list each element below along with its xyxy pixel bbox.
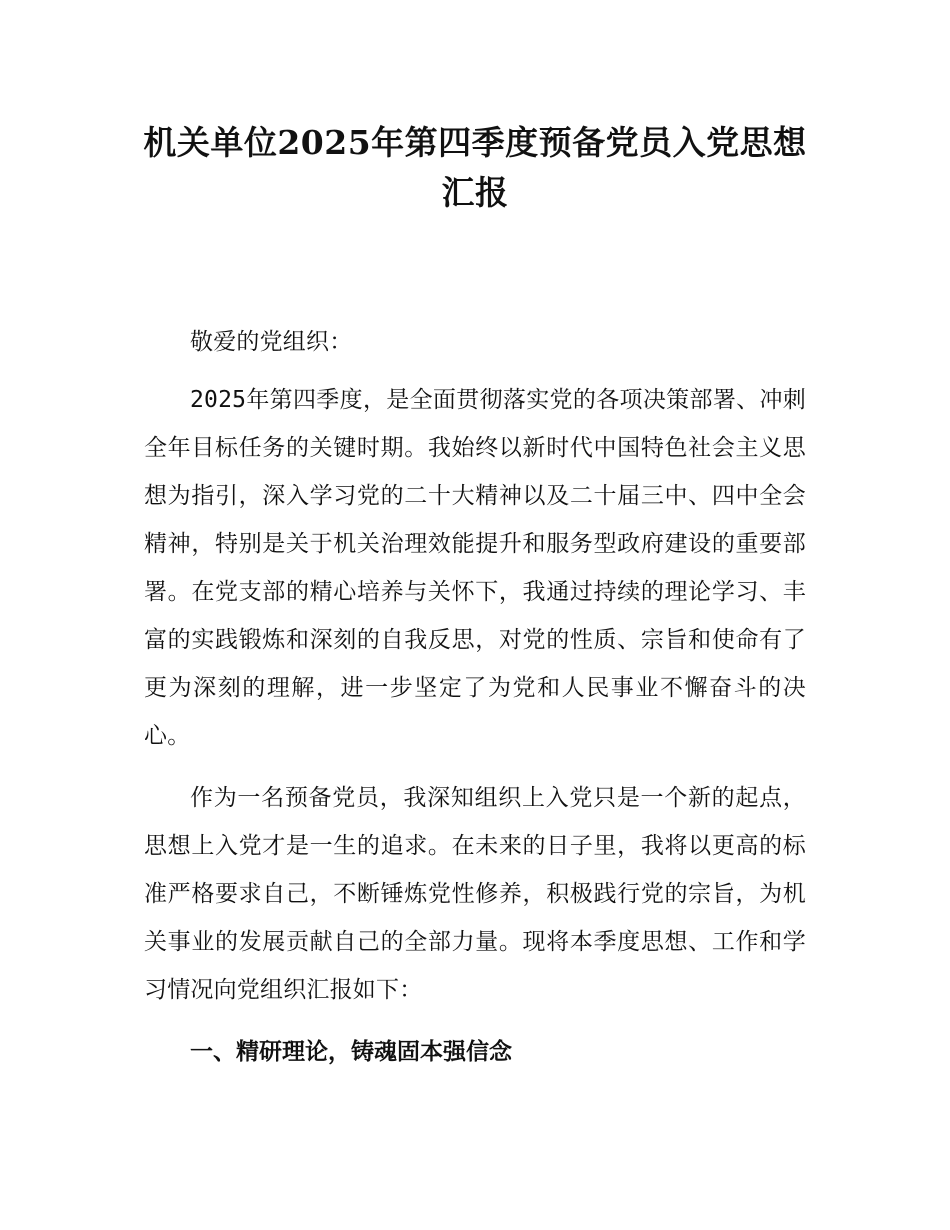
section-heading: 一、精研理论，铸魂固本强信念 [190,1039,512,1065]
paragraph-commitment: 作为一名预备党员，我深知组织上入党只是一个新的起点，思想上入党才是一生的追求。在未来的日子里，我将以更高的标准严格要求自己，不断锤炼党性修养，积极践行党的宗旨，为机关事业的发展贡献自己的全部力量。现将本季度思想、工作和学习情况向党组织汇报如下： [144,785,806,1003]
paragraph-intro: 2025年第四季度，是全面贯彻落实党的各项决策部署、冲刺全年目标任务的关键时期。我始终以新时代中国特色社会主义思想为指引，深入学习党的二十大精神以及二十届三中、四中全会精神，特别是关于机关治理效能提升和服务型政府建设的重要部署。在党支部的精心培养与关怀下，我通过持续的理论学习、丰富的实践锻炼和深刻的自我反思，对党的性质、宗旨和使命有了更为深刻的理解，进一步坚定了为党和人民事业不懈奋斗的决心。 [144,387,806,749]
salutation: 敬爱的党组织： [190,329,353,355]
document-title: 机关单位2025年第四季度预备党员入党思想汇报 [143,123,807,212]
